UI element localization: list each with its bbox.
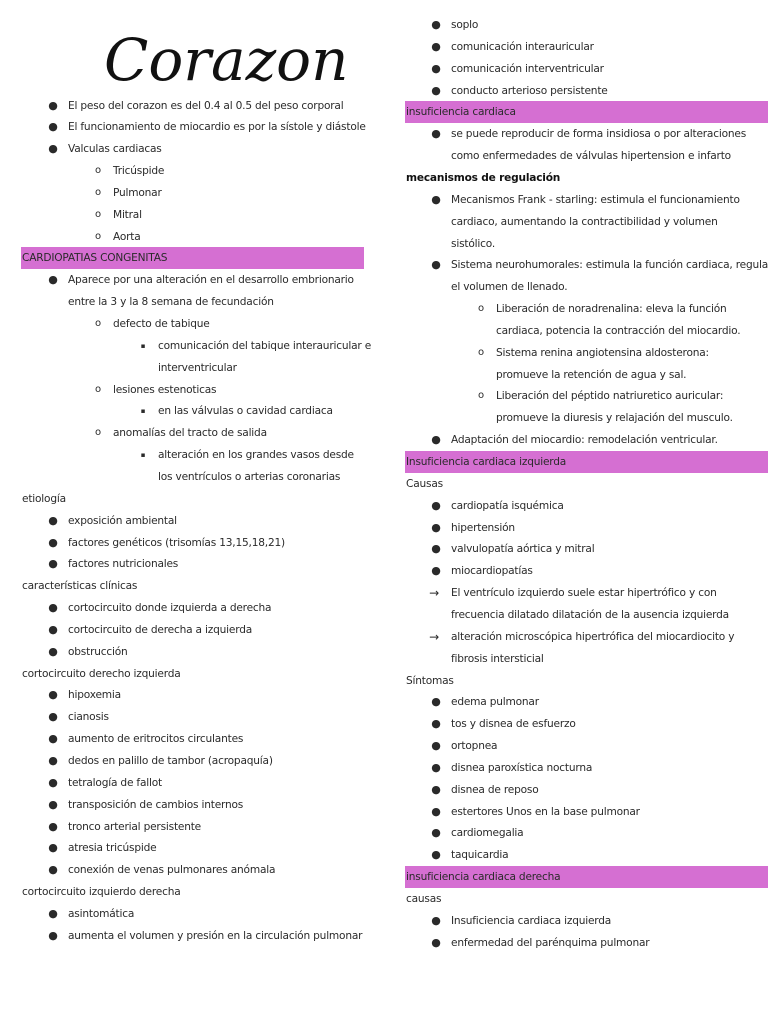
bullet-icon: ● <box>431 739 441 753</box>
list-item <box>0 335 384 357</box>
circle-bullet-icon: o <box>95 186 101 198</box>
list-item <box>0 859 384 881</box>
bullet-icon: ● <box>431 433 441 447</box>
list-item <box>384 691 768 713</box>
bullet-icon: ● <box>48 928 58 942</box>
bullet-icon: ● <box>48 754 58 767</box>
list-item-text: en las válvulas o cavidad cardiaca <box>158 405 333 418</box>
list-item-text: causas <box>406 893 442 905</box>
list-item-continuation <box>384 276 768 298</box>
list-item <box>384 517 768 539</box>
list-item-text: Tricúspide <box>113 165 165 178</box>
list-item <box>384 342 768 364</box>
list-item-text: cardiopatía isquémica <box>451 499 564 512</box>
list-item <box>0 641 384 663</box>
bullet-icon: ● <box>431 913 441 927</box>
bullet-icon: ● <box>48 601 58 615</box>
list-item-text: alteración en los grandes vasos desde <box>158 449 354 462</box>
list-item-continuation <box>0 357 384 379</box>
bullet-icon: ● <box>48 120 58 134</box>
list-item-text: dedos en palillo de tambor (acropaquía) <box>68 755 273 767</box>
list-item <box>384 582 768 604</box>
list-item-text: cortocircuito izquierdo derecha <box>22 886 181 899</box>
square-bullet-icon: ▪ <box>140 341 146 350</box>
list-item-continuation <box>384 211 768 233</box>
list-item-text: exposición ambiental <box>68 514 177 527</box>
list-item-continuation <box>384 320 768 342</box>
list-item <box>0 444 384 466</box>
list-item-text: el volumen de llenado. <box>451 281 568 294</box>
subheading <box>384 167 768 189</box>
list-item <box>384 14 768 36</box>
list-item <box>0 706 384 728</box>
list-item <box>0 728 384 750</box>
list-item-text: Causas <box>406 477 443 490</box>
circle-bullet-icon: o <box>95 165 101 177</box>
list-item-text: Aparece por una alteración en el desarrollo embrionario <box>68 274 354 287</box>
list-item-text: comunicación interventricular <box>451 62 604 75</box>
list-item <box>384 385 768 407</box>
bullet-icon: ● <box>48 732 58 746</box>
list-item-text: etiología <box>22 492 66 505</box>
list-item <box>384 58 768 80</box>
list-item-text: cortocircuito donde izquierda a derecha <box>68 602 272 615</box>
list-item-text: cardiaca, potencia la contracción del miocardio. <box>496 324 741 337</box>
list-item <box>0 138 384 160</box>
list-item-text: mecanismos de regulación <box>406 171 561 184</box>
list-item-text: Liberación del péptido natriuretico auricular: <box>496 390 724 403</box>
list-item-text: interventricular <box>158 361 237 374</box>
list-item <box>0 619 384 641</box>
list-item-text: cortocircuito de derecha a izquierda <box>68 623 253 636</box>
section-heading-text: insuficiencia cardiaca <box>406 106 516 119</box>
section-heading-text: insuficiencia cardiaca derecha <box>406 871 561 884</box>
list-item-text: promueve la retención de agua y sal. <box>496 368 687 381</box>
bullet-icon: ● <box>431 520 441 534</box>
section-heading <box>405 101 768 123</box>
list-item-text: fibrosis intersticial <box>451 652 544 665</box>
bullet-icon: ● <box>431 717 441 731</box>
subheading <box>0 575 384 597</box>
bullet-icon: ● <box>431 695 441 709</box>
bullet-icon: ● <box>48 797 58 811</box>
bullet-icon: ● <box>48 863 58 877</box>
list-item-text: enfermedad del parénquima pulmonar <box>451 936 650 949</box>
list-item <box>0 182 384 204</box>
bullet-icon: ● <box>48 142 58 156</box>
list-item <box>0 379 384 401</box>
list-item-text: se puede reproducir de forma insidiosa o por alteraciones <box>451 128 747 141</box>
bullet-icon: ● <box>431 39 441 53</box>
list-item-text: cianosis <box>68 711 109 724</box>
bullet-icon: ● <box>48 841 58 855</box>
list-item <box>0 597 384 619</box>
list-item <box>384 801 768 823</box>
section-heading-text: CARDIOPATIAS CONGENITAS <box>22 252 168 265</box>
list-item-text: aumento de eritrocitos circulantes <box>68 733 244 746</box>
list-item-text: lesiones estenoticas <box>113 383 217 396</box>
bullet-icon: ● <box>431 258 441 272</box>
list-item-continuation <box>384 648 768 670</box>
list-item <box>384 713 768 735</box>
list-item <box>0 422 384 444</box>
section-heading-text: Insuficiencia cardiaca izquierda <box>406 456 567 468</box>
list-item-text: ortopnea <box>451 740 498 753</box>
subheading <box>0 488 384 510</box>
list-item-text: soplo <box>451 19 479 31</box>
bullet-icon: ● <box>48 710 58 724</box>
list-item-text: Mitral <box>113 208 142 221</box>
list-item-text: Liberación de noradrenalina: eleva la función <box>496 303 727 316</box>
list-item-text: los ventrículos o arterias coronarias <box>158 470 341 483</box>
square-bullet-icon: ▪ <box>140 407 146 416</box>
bullet-icon: ● <box>431 782 441 796</box>
list-item <box>384 538 768 560</box>
list-item-text: transposición de cambios internos <box>68 798 244 811</box>
list-item-text: Pulmonar <box>113 186 162 199</box>
list-item <box>0 837 384 859</box>
list-item-text: comunicación del tabique interauricular e <box>158 339 372 352</box>
circle-bullet-icon: o <box>95 208 101 220</box>
list-item <box>0 313 384 335</box>
bullet-icon: ● <box>431 760 441 774</box>
list-item <box>384 822 768 844</box>
arrow-right-icon: → <box>429 586 439 601</box>
bullet-icon: ● <box>431 564 441 578</box>
list-item-text: tronco arterial persistente <box>68 820 202 833</box>
list-item-text: Aorta <box>113 230 141 243</box>
list-item <box>0 510 384 532</box>
list-item <box>384 560 768 582</box>
list-item-text: hipoxemia <box>68 689 121 702</box>
bullet-icon: ● <box>431 826 441 840</box>
list-item-text: Mecanismos Frank - starling: estimula el funcionamiento <box>451 193 740 206</box>
circle-bullet-icon: o <box>478 346 484 358</box>
list-item <box>384 123 768 145</box>
bullet-icon: ● <box>48 513 58 527</box>
circle-bullet-icon: o <box>95 318 101 329</box>
bullet-icon: ● <box>431 18 441 31</box>
list-item-text: Síntomas <box>406 674 454 687</box>
bullet-icon: ● <box>431 192 441 206</box>
list-item-text: aumenta el volumen y presión en la circulación pulmonar <box>68 929 363 942</box>
subheading <box>0 663 384 685</box>
list-item <box>384 735 768 757</box>
list-item-text: factores genéticos (trisomías 13,15,18,21) <box>68 536 285 549</box>
list-item <box>0 553 384 575</box>
bullet-icon: ● <box>48 775 58 789</box>
list-item-continuation <box>384 364 768 386</box>
circle-bullet-icon: o <box>95 230 101 242</box>
list-item <box>0 816 384 838</box>
list-item-text: Insuficiencia cardiaca izquierda <box>451 914 612 927</box>
list-item <box>384 298 768 320</box>
list-item <box>0 116 384 138</box>
list-item <box>384 254 768 276</box>
bullet-icon: ● <box>48 535 58 549</box>
section-heading <box>405 866 768 888</box>
list-item-text: disnea de reposo <box>451 783 539 796</box>
list-item <box>0 925 384 947</box>
subheading <box>0 881 384 903</box>
bullet-icon: ● <box>431 61 441 75</box>
list-item-text: alteración microscópica hipertrófica del miocardiocito y <box>451 630 735 643</box>
list-item <box>0 269 384 291</box>
list-item-continuation <box>384 407 768 429</box>
subheading <box>384 888 768 910</box>
list-item <box>0 903 384 925</box>
bullet-icon: ● <box>431 83 441 97</box>
list-item-text: cardiomegalia <box>451 827 524 840</box>
bullet-icon: ● <box>431 127 441 141</box>
list-item <box>0 794 384 816</box>
list-item <box>384 779 768 801</box>
list-item-text: atresia tricúspide <box>68 842 157 855</box>
list-item-text: anomalías del tracto de salida <box>113 427 267 440</box>
arrow-right-icon: → <box>429 629 439 644</box>
list-item-text: promueve la diuresis y relajación del musculo. <box>496 412 733 425</box>
circle-bullet-icon: o <box>478 390 484 402</box>
list-item <box>384 844 768 866</box>
list-item-text: miocardiopatías <box>451 565 533 578</box>
bullet-icon: ● <box>431 542 441 556</box>
list-item <box>384 189 768 211</box>
list-item-text: entre la 3 y la 8 semana de fecundación <box>68 296 274 309</box>
list-item <box>0 532 384 554</box>
list-item-text: El peso del corazon es del 0.4 al 0.5 del peso corporal <box>68 99 344 112</box>
list-item-continuation <box>0 466 384 488</box>
list-item <box>384 36 768 58</box>
list-item-text: defecto de tabique <box>113 318 210 330</box>
square-bullet-icon: ▪ <box>140 451 146 460</box>
list-item-continuation <box>384 233 768 255</box>
list-item-text: Valculas cardiacas <box>68 143 162 156</box>
list-item <box>384 80 768 102</box>
list-item-text: Sistema neurohumorales: estimula la función cardiaca, regula <box>451 259 768 272</box>
page-title: Corazon <box>104 26 349 94</box>
list-item-text: características clínicas <box>22 580 138 593</box>
bullet-icon: ● <box>431 935 441 949</box>
bullet-icon: ● <box>431 498 441 512</box>
circle-bullet-icon: o <box>95 383 101 395</box>
list-item-text: estertores Unos en la base pulmonar <box>451 805 640 818</box>
list-item-text: cardiaco, aumentando la contractibilidad y volumen <box>451 215 718 228</box>
bullet-icon: ● <box>48 273 58 287</box>
list-item-continuation <box>0 291 384 313</box>
list-item-text: cortocircuito derecho izquierda <box>22 667 181 680</box>
list-item-text: sistólico. <box>451 237 495 250</box>
list-item <box>384 429 768 451</box>
list-item <box>384 932 768 954</box>
list-item-text: valvulopatía aórtica y mitral <box>451 543 595 556</box>
list-item <box>384 757 768 779</box>
list-item-text: frecuencia dilatado dilatación de la ausencia izquierda <box>451 608 729 621</box>
list-item <box>0 772 384 794</box>
bullet-icon: ● <box>48 557 58 571</box>
list-item-text: tos y disnea de esfuerzo <box>451 718 576 731</box>
section-heading <box>405 451 768 473</box>
list-item-text: obstrucción <box>68 645 128 658</box>
list-item-continuation <box>384 145 768 167</box>
list-item-text: edema pulmonar <box>451 696 539 709</box>
bullet-icon: ● <box>431 848 441 862</box>
bullet-icon: ● <box>48 906 58 920</box>
subheading <box>384 670 768 692</box>
list-item-continuation <box>384 604 768 626</box>
section-heading <box>21 247 364 269</box>
list-item <box>0 226 384 248</box>
list-item <box>0 95 384 117</box>
list-item-text: comunicación interauricular <box>451 40 594 53</box>
list-item-text: Adaptación del miocardio: remodelación ventricular. <box>451 434 718 447</box>
circle-bullet-icon: o <box>95 427 101 439</box>
list-item-text: Sistema renina angiotensina aldosterona: <box>496 346 709 359</box>
list-item-text: factores nutricionales <box>68 558 179 571</box>
list-item-text: hipertensión <box>451 521 515 534</box>
bullet-icon: ● <box>48 688 58 702</box>
bullet-icon: ● <box>48 819 58 833</box>
list-item <box>0 204 384 226</box>
list-item-text: como enfermedades de válvulas hipertension e infarto <box>451 150 731 163</box>
list-item-text: taquicardia <box>451 849 509 862</box>
list-item-text: conducto arterioso persistente <box>451 84 608 97</box>
list-item-text: El ventrículo izquierdo suele estar hipertrófico y con <box>451 587 717 600</box>
list-item-text: conexión de venas pulmonares anómala <box>68 864 276 877</box>
list-item-text: tetralogía de fallot <box>68 776 162 789</box>
list-item <box>384 910 768 932</box>
list-item-text: disnea paroxística nocturna <box>451 761 593 774</box>
list-item <box>384 495 768 517</box>
bullet-icon: ● <box>48 644 58 658</box>
list-item-text: asintomática <box>68 907 135 920</box>
subheading <box>384 473 768 495</box>
list-item <box>0 750 384 772</box>
bullet-icon: ● <box>431 804 441 818</box>
list-item <box>0 160 384 182</box>
list-item <box>0 400 384 422</box>
list-item <box>384 626 768 648</box>
list-item-text: El funcionamiento de miocardio es por la sístole y diástole <box>68 121 366 134</box>
bullet-icon: ● <box>48 98 58 112</box>
circle-bullet-icon: o <box>478 303 484 315</box>
list-item <box>0 684 384 706</box>
bullet-icon: ● <box>48 622 58 636</box>
